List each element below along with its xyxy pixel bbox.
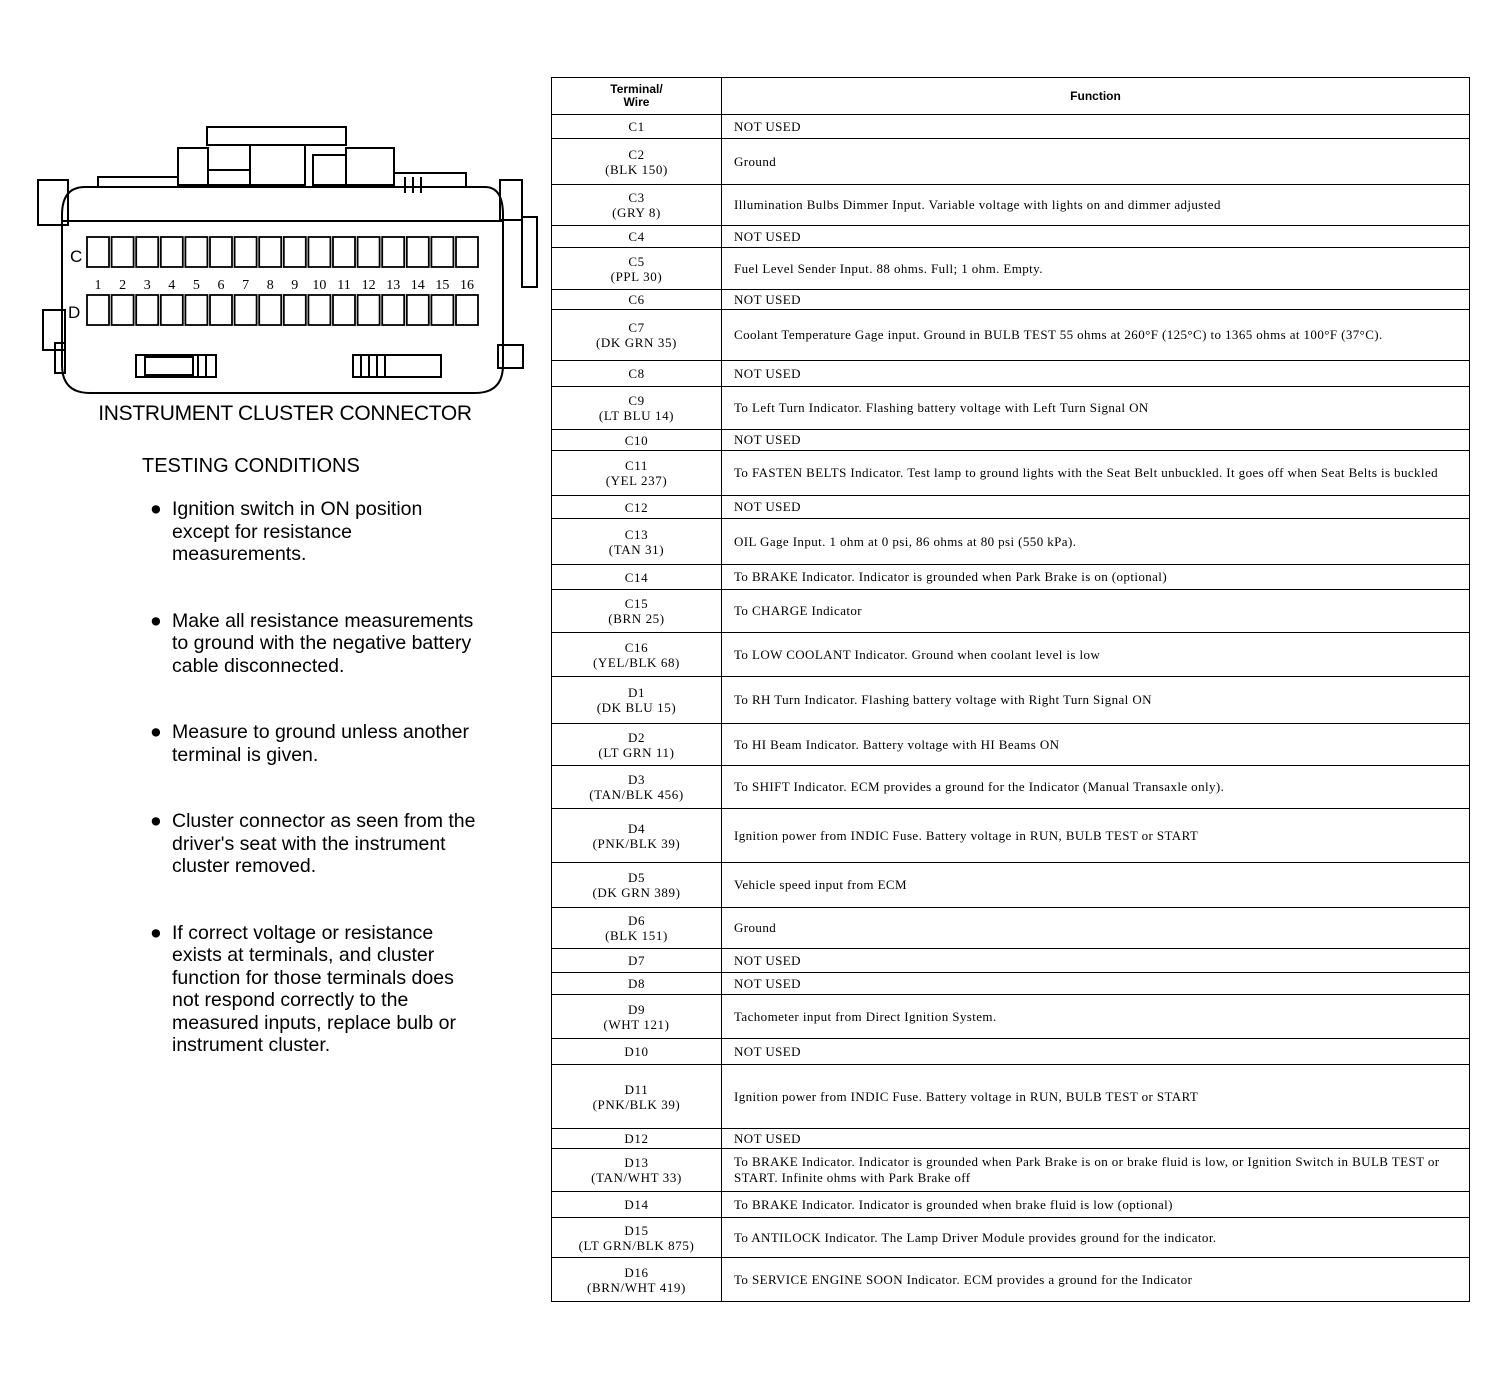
terminal-id: D7 — [627, 953, 646, 968]
pin-cavity — [382, 237, 404, 267]
pin-cavity — [185, 295, 207, 325]
table-row — [552, 995, 1470, 1039]
pin-cavity — [382, 295, 404, 325]
function-cell: To BRAKE Indicator. Indicator is grounded when Park Brake is on (optional) — [722, 565, 1470, 590]
wire-code: (BLK 150) — [605, 161, 668, 177]
terminal-cell — [552, 226, 722, 248]
terminal-cell — [552, 310, 722, 361]
table-row — [552, 949, 1470, 973]
pin-number: 5 — [192, 278, 200, 293]
table-row — [552, 809, 1470, 863]
function-cell: NOT USED — [722, 226, 1470, 248]
function-cell: To SHIFT Indicator. ECM provides a ground for the Indicator (Manual Transaxle only). — [722, 766, 1470, 809]
terminal-cell — [552, 995, 722, 1039]
table-row — [552, 1065, 1470, 1129]
terminal-id: C3 — [628, 190, 645, 205]
function-cell: NOT USED — [722, 115, 1470, 139]
terminal-id: C5 — [628, 253, 645, 269]
function-cell: NOT USED — [722, 361, 1470, 387]
wire-code: (YEL/BLK 68) — [593, 654, 680, 670]
terminal-cell — [552, 1129, 722, 1149]
table-row — [552, 973, 1470, 995]
function-cell: NOT USED — [722, 1129, 1470, 1149]
function-cell: To ANTILOCK Indicator. The Lamp Driver Module provides ground for the indicator. — [722, 1218, 1470, 1258]
pin-number: 11 — [337, 278, 351, 293]
condition-item: ● Cluster connector as seen from the driver's seat with the instrument cluster removed. — [150, 810, 476, 877]
pin-cavity — [161, 295, 183, 325]
table-row — [552, 139, 1470, 185]
condition-item: ● If correct voltage or resistance exists at terminals, and cluster function for those terminals does not respond correctly to the measured inputs, replace bulb or instrument cluster. — [150, 921, 456, 1056]
function-cell: Ignition power from INDIC Fuse. Battery voltage in RUN, BULB TEST or START — [722, 809, 1470, 863]
table-row — [552, 115, 1470, 139]
terminal-cell — [552, 863, 722, 908]
terminal-id: D1 — [627, 685, 646, 700]
terminal-id: C8 — [628, 366, 645, 381]
wire-code: (BLK 151) — [605, 928, 668, 943]
terminal-id: C15 — [624, 596, 649, 611]
terminal-cell — [552, 185, 722, 226]
wire-code: (GRY 8) — [612, 205, 661, 220]
terminal-cell — [552, 949, 722, 973]
table-row — [552, 310, 1470, 361]
pin-cavity — [87, 237, 109, 267]
condition-item: ● Make all resistance measurements to ground with the negative battery cable disconnected. — [150, 609, 474, 677]
terminal-cell — [552, 387, 722, 430]
function-cell: Illumination Bulbs Dimmer Input. Variable voltage with lights on and dimmer adjusted — [722, 185, 1470, 226]
terminal-cell — [552, 496, 722, 519]
terminal-id: D13 — [624, 1155, 649, 1170]
function-cell: OIL Gage Input. 1 ohm at 0 psi, 86 ohms at 80 psi (550 kPa). — [722, 519, 1470, 565]
row-c-cavities — [87, 237, 478, 267]
terminal-cell — [552, 565, 722, 590]
pin-numbers — [95, 278, 475, 293]
terminal-header: Terminal/ Wire — [552, 78, 722, 115]
wire-code: (TAN 31) — [608, 541, 665, 557]
function-cell: NOT USED — [722, 496, 1470, 519]
row-d-cavities — [87, 295, 478, 325]
terminal-id: D16 — [624, 1264, 649, 1280]
bullet-icon: ● — [150, 921, 162, 944]
terminal-id: C2 — [628, 146, 645, 162]
function-cell: To HI Beam Indicator. Battery voltage with HI Beams ON — [722, 724, 1470, 766]
table-row — [552, 1258, 1470, 1302]
function-cell: To FASTEN BELTS Indicator. Test lamp to ground lights with the Seat Belt unbuckled. It goes off when Seat Belts is buckled — [722, 451, 1470, 496]
table-row — [552, 496, 1470, 519]
table-row — [552, 1218, 1470, 1258]
terminal-id: D14 — [624, 1197, 649, 1212]
terminal-cell — [552, 139, 722, 185]
condition-item: ● Ignition switch in ON position except for resistance measurements. — [150, 498, 423, 565]
terminal-id: D2 — [627, 729, 646, 745]
pin-cavity — [333, 237, 355, 267]
pin-cavity — [358, 295, 380, 325]
terminal-cell — [552, 361, 722, 387]
terminal-cell — [552, 590, 722, 633]
terminal-id: C4 — [628, 229, 645, 244]
pin-cavity — [284, 295, 306, 325]
table-row — [552, 1149, 1470, 1192]
pin-cavity — [431, 237, 453, 267]
pin-cavity — [112, 237, 134, 267]
table-row — [552, 519, 1470, 565]
terminal-id: C9 — [628, 393, 645, 408]
terminal-id: C13 — [624, 526, 649, 542]
function-cell: To LOW COOLANT Indicator. Ground when coolant level is low — [722, 633, 1470, 677]
bullet-icon: ● — [150, 498, 162, 520]
table-row — [552, 451, 1470, 496]
pin-cavity — [358, 237, 380, 267]
terminal-function-table — [551, 77, 1470, 1302]
pin-number: 6 — [217, 278, 225, 293]
terminal-id: C1 — [628, 119, 645, 134]
terminal-id: D9 — [627, 1001, 646, 1017]
pin-number: 14 — [410, 278, 425, 293]
wire-code: (YEL 237) — [605, 473, 668, 488]
terminal-cell — [552, 1065, 722, 1129]
function-cell: NOT USED — [722, 949, 1470, 973]
wire-code: (LT GRN/BLK 875) — [578, 1237, 695, 1253]
pin-cavity — [210, 237, 232, 267]
pin-cavity — [456, 237, 478, 267]
wire-code: (DK GRN 389) — [592, 885, 681, 900]
pin-cavity — [308, 295, 330, 325]
terminal-id: D12 — [624, 1131, 649, 1146]
terminal-id: D5 — [627, 870, 646, 885]
terminal-id: D6 — [627, 913, 646, 928]
table-row — [552, 565, 1470, 590]
terminal-cell — [552, 430, 722, 451]
function-cell: Ground — [722, 139, 1470, 185]
pin-cavity — [259, 295, 281, 325]
terminal-id: C6 — [628, 292, 645, 307]
terminal-cell — [552, 973, 722, 995]
pin-number: 2 — [119, 278, 127, 293]
condition-item: ● Measure to ground unless another terminal is given. — [150, 721, 470, 766]
pin-cavity — [407, 295, 429, 325]
terminal-cell — [552, 1218, 722, 1258]
pin-cavity — [235, 237, 257, 267]
table-row — [552, 908, 1470, 949]
terminal-id: C16 — [624, 639, 649, 655]
pin-cavity — [333, 295, 355, 325]
pin-number: 12 — [361, 278, 376, 293]
wire-code: (TAN/BLK 456) — [589, 787, 684, 802]
function-cell: To Left Turn Indicator. Flashing battery voltage with Left Turn Signal ON — [722, 387, 1470, 430]
pin-cavity — [112, 295, 134, 325]
table-row — [552, 290, 1470, 310]
terminal-id: D10 — [624, 1044, 649, 1059]
terminal-cell — [552, 677, 722, 724]
pin-number: 9 — [291, 278, 299, 293]
pin-cavity — [308, 237, 330, 267]
bullet-icon: ● — [150, 721, 162, 743]
terminal-id: C7 — [628, 320, 645, 335]
pin-number: 13 — [386, 278, 401, 293]
wire-code: (DK GRN 35) — [596, 335, 677, 350]
pin-number: 16 — [460, 278, 474, 293]
wire-code: (LT BLU 14) — [598, 408, 675, 423]
function-cell: Fuel Level Sender Input. 88 ohms. Full; 1 ohm. Empty. — [722, 248, 1470, 290]
wire-code: (BRN 25) — [608, 611, 665, 626]
table-row — [552, 590, 1470, 633]
terminal-id: C11 — [625, 458, 648, 473]
pin-number: 15 — [435, 278, 450, 293]
function-cell: Ignition power from INDIC Fuse. Battery voltage in RUN, BULB TEST or START — [722, 1065, 1470, 1129]
pin-number: 1 — [94, 278, 102, 293]
terminal-cell — [552, 633, 722, 677]
terminal-cell — [552, 1192, 722, 1218]
wire-code: (BRN/WHT 419) — [587, 1279, 686, 1295]
wire-code: (LT GRN 11) — [598, 744, 675, 760]
table-row — [552, 677, 1470, 724]
table-row — [552, 766, 1470, 809]
terminal-cell — [552, 1039, 722, 1065]
function-cell: Coolant Temperature Gage input. Ground in BULB TEST 55 ohms at 260°F (125°C) to 1365 ohms at 100°F (37°C). — [722, 310, 1470, 361]
terminal-cell — [552, 115, 722, 139]
terminal-cell — [552, 724, 722, 766]
bullet-icon: ● — [150, 609, 162, 632]
pin-number: 7 — [242, 278, 250, 293]
function-cell: To RH Turn Indicator. Flashing battery voltage with Right Turn Signal ON — [722, 677, 1470, 724]
table-row — [552, 248, 1470, 290]
table-row — [552, 724, 1470, 766]
table-row — [552, 1129, 1470, 1149]
table-row — [552, 387, 1470, 430]
terminal-id: D8 — [627, 976, 646, 991]
terminal-id: D15 — [624, 1222, 649, 1238]
table-row — [552, 361, 1470, 387]
function-cell: NOT USED — [722, 973, 1470, 995]
table-header-row — [552, 78, 1470, 115]
terminal-cell — [552, 766, 722, 809]
function-cell: Ground — [722, 908, 1470, 949]
terminal-cell — [552, 451, 722, 496]
wire-code: (PNK/BLK 39) — [592, 835, 681, 851]
terminal-id: C12 — [624, 499, 649, 515]
pin-cavity — [259, 237, 281, 267]
pin-cavity — [407, 237, 429, 267]
terminal-cell — [552, 908, 722, 949]
table-row — [552, 633, 1470, 677]
terminal-id: D11 — [624, 1081, 649, 1097]
wire-code: (WHT 121) — [603, 1016, 670, 1032]
testing-conditions-heading: TESTING CONDITIONS — [142, 455, 360, 477]
table-row — [552, 226, 1470, 248]
terminal-cell — [552, 809, 722, 863]
pin-cavity — [284, 237, 306, 267]
terminal-cell — [552, 248, 722, 290]
pin-cavity — [210, 295, 232, 325]
wire-code: (PNK/BLK 39) — [592, 1096, 681, 1112]
bullet-icon: ● — [150, 810, 162, 832]
table-row — [552, 863, 1470, 908]
pin-number: 10 — [312, 278, 327, 293]
wire-code: (PPL 30) — [610, 268, 663, 284]
function-cell: NOT USED — [722, 430, 1470, 451]
pin-cavity — [136, 237, 158, 267]
function-cell: NOT USED — [722, 290, 1470, 310]
function-header: Function — [722, 78, 1470, 115]
connector-diagram — [30, 115, 550, 400]
pin-cavity — [456, 295, 478, 325]
table-row — [552, 1039, 1470, 1065]
terminal-cell — [552, 290, 722, 310]
terminal-id: C10 — [624, 432, 649, 448]
terminal-cell — [552, 519, 722, 565]
wire-code: (DK BLU 15) — [596, 700, 677, 715]
terminal-cell — [552, 1258, 722, 1302]
pin-cavity — [185, 237, 207, 267]
row-label-c: C — [70, 247, 83, 266]
table-row — [552, 185, 1470, 226]
terminal-id: D3 — [627, 772, 646, 787]
function-cell: Tachometer input from Direct Ignition System. — [722, 995, 1470, 1039]
function-cell: To BRAKE Indicator. Indicator is grounded when brake fluid is low (optional) — [722, 1192, 1470, 1218]
row-label-d: D — [68, 303, 81, 322]
table-row — [552, 1192, 1470, 1218]
pin-number: 4 — [168, 278, 176, 293]
pin-cavity — [161, 237, 183, 267]
function-cell: To CHARGE Indicator — [722, 590, 1470, 633]
terminal-cell — [552, 1149, 722, 1192]
pin-cavity — [136, 295, 158, 325]
table-row — [552, 430, 1470, 451]
terminal-id: C14 — [624, 569, 649, 585]
pin-cavity — [431, 295, 453, 325]
pin-number: 3 — [143, 278, 151, 293]
function-cell: Vehicle speed input from ECM — [722, 863, 1470, 908]
function-cell: NOT USED — [722, 1039, 1470, 1065]
testing-conditions-list — [150, 498, 480, 1101]
wire-code: (TAN/WHT 33) — [591, 1170, 682, 1185]
pin-cavity — [87, 295, 109, 325]
diagram-caption: INSTRUMENT CLUSTER CONNECTOR — [98, 402, 472, 425]
terminal-id: D4 — [627, 820, 646, 836]
pin-cavity — [235, 295, 257, 325]
pin-number: 8 — [266, 278, 274, 293]
function-cell: To BRAKE Indicator. Indicator is grounded when Park Brake is on or brake fluid is low, or Ignition Switch in BULB TEST or START. Infinite ohms with Park Brake off — [722, 1149, 1470, 1192]
function-cell: To SERVICE ENGINE SOON Indicator. ECM provides a ground for the Indicator — [722, 1258, 1470, 1302]
